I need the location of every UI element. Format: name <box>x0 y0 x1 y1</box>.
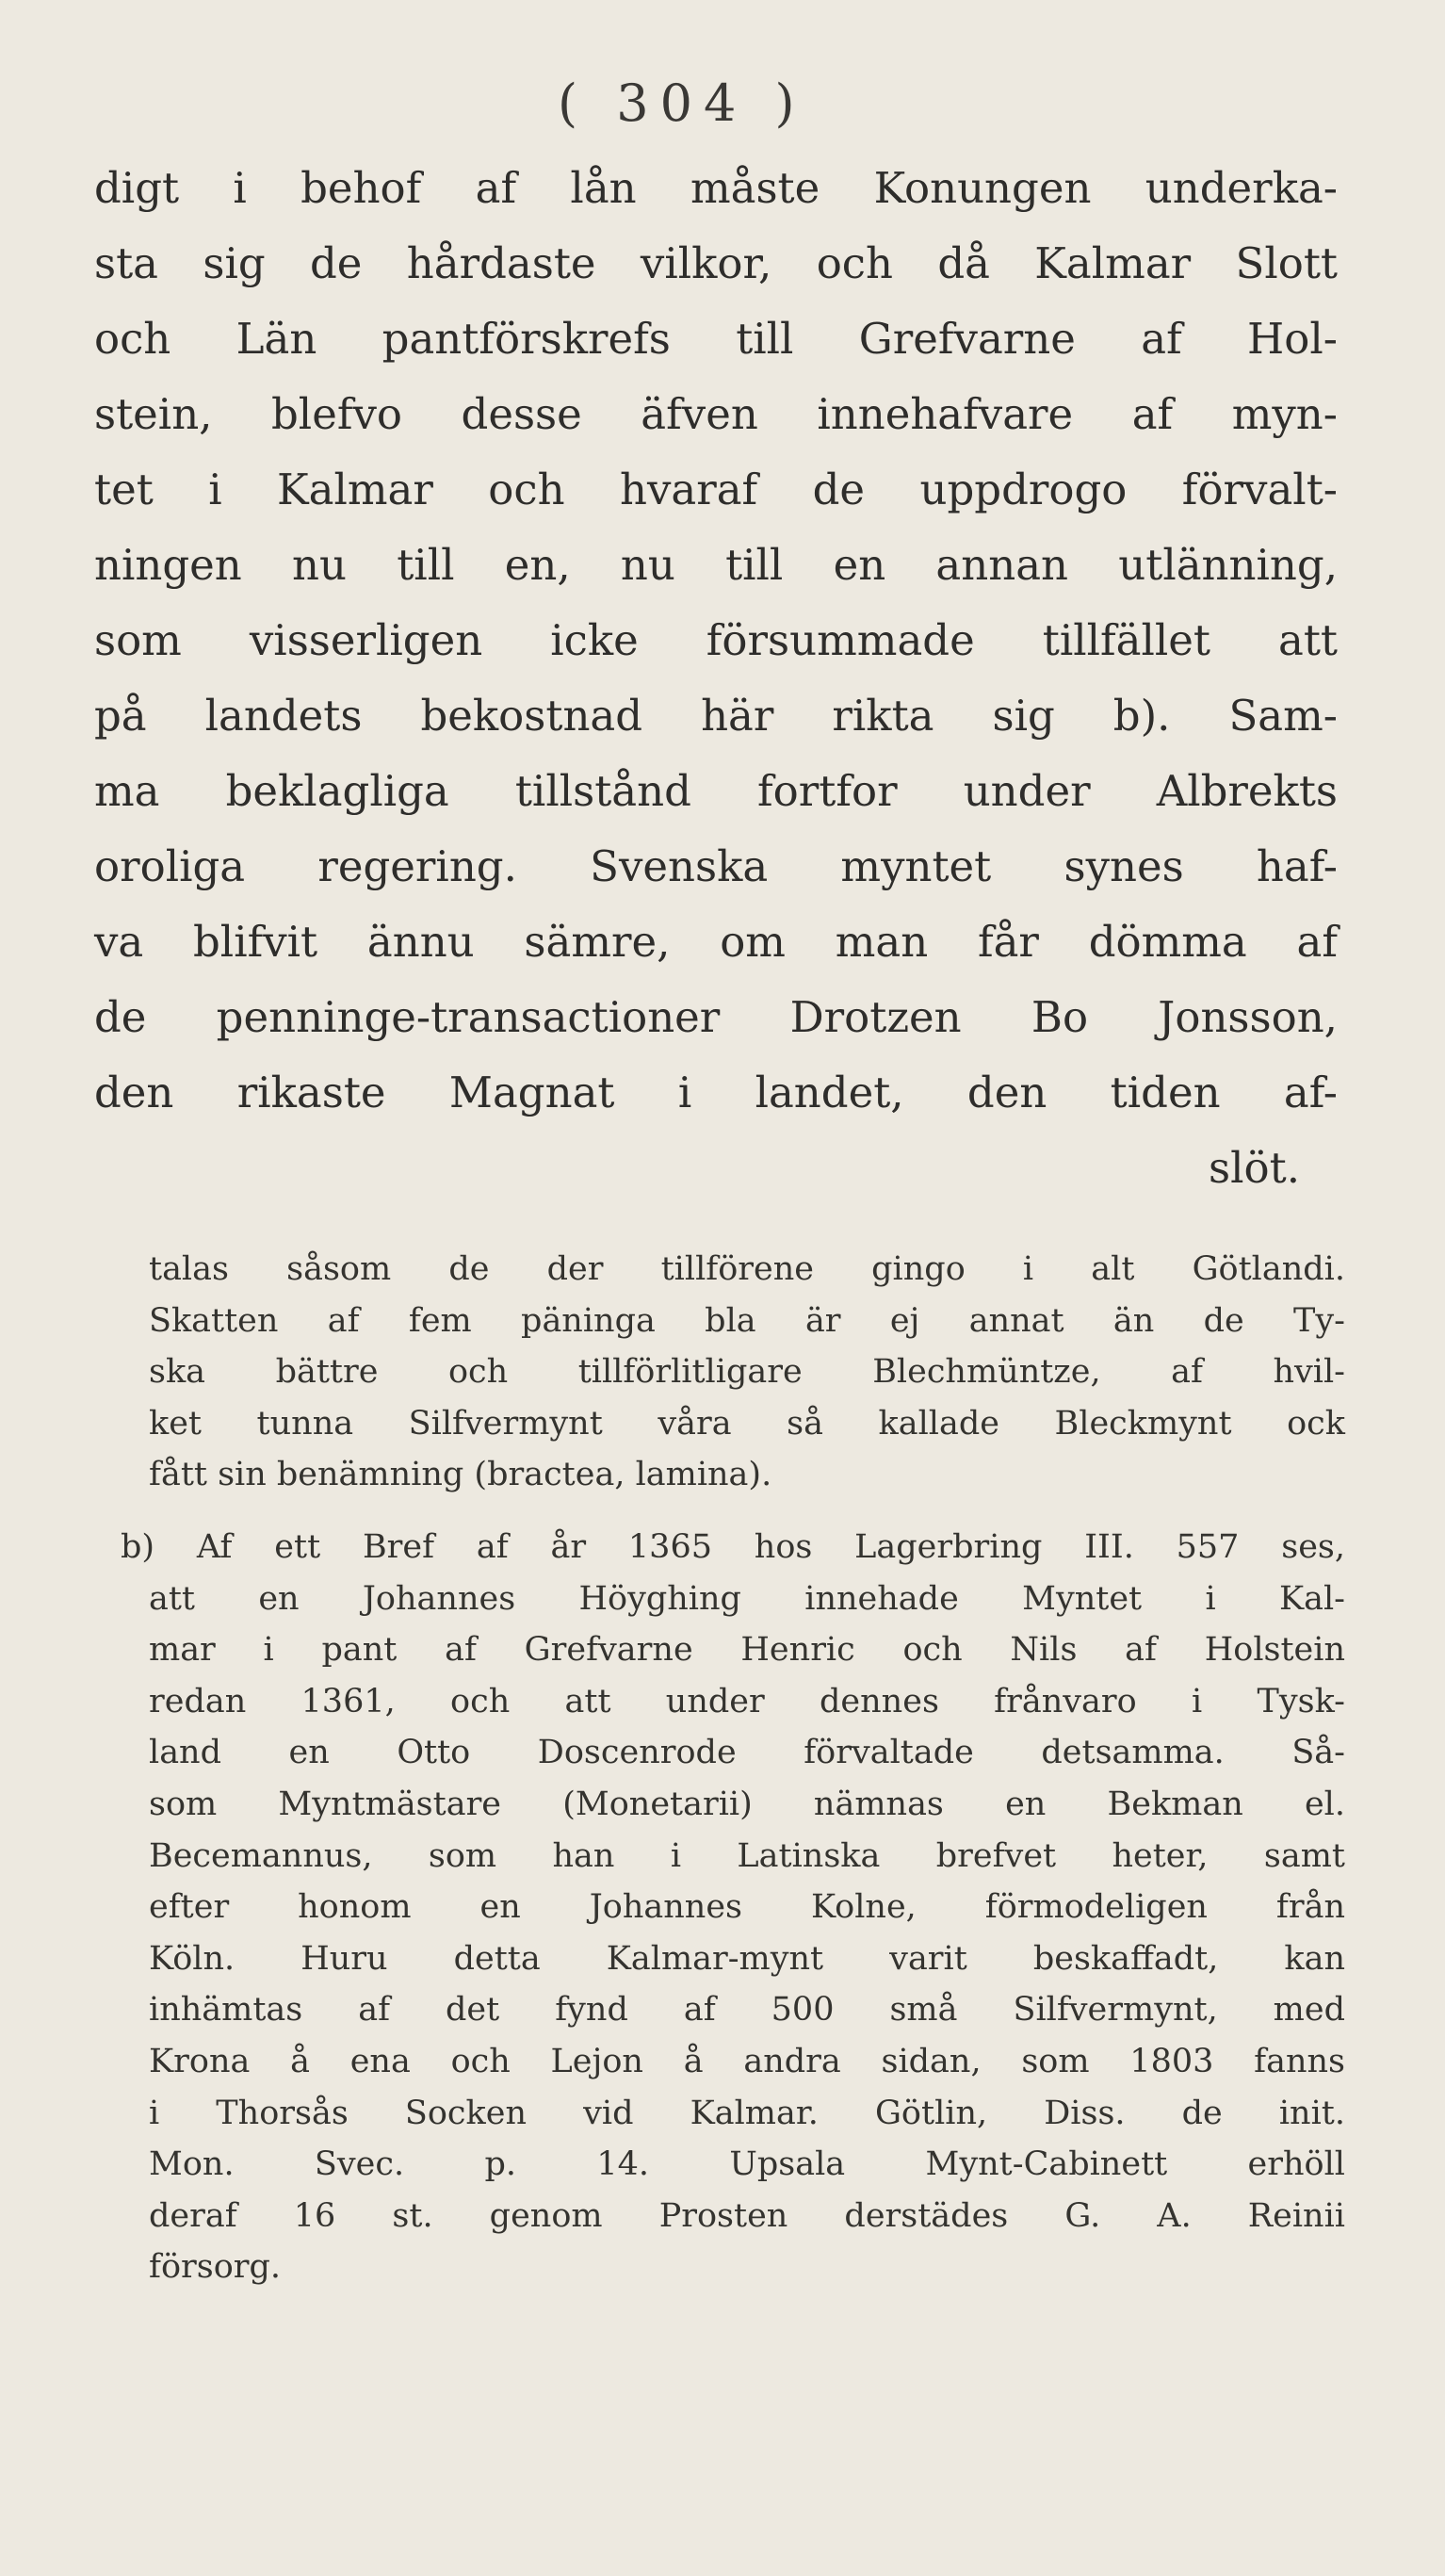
footnote-b-line: Becemannus, som han i Latinska brefvet heter, samt <box>149 1836 1345 1875</box>
footnote-b-line: i Thorsås Socken vid Kalmar. Götlin, Diss. de init. <box>149 2094 1345 2132</box>
main-line: va blifvit ännu sämre, om man får dömma af <box>94 917 1338 967</box>
footnote-b-line: land en Otto Doscenrode förvaltade detsamma. Så- <box>149 1734 1345 1772</box>
footnote-a-line: fått sin benämning (bractea, lamina). <box>149 1456 772 1494</box>
footnote-b-line: efter honom en Johannes Kolne, förmodeligen från <box>149 1888 1345 1927</box>
footnote-b-line: inhämtas af det fynd af 500 små Silfvermynt, med <box>149 1991 1345 2030</box>
footnote-a-line: talas såsom de der tillförene gingo i alt Götlandi. <box>149 1250 1345 1288</box>
main-line: sta sig de hårdaste vilkor, och då Kalmar Slott <box>94 238 1338 288</box>
footnote-a-line: Skatten af fem päninga bla är ej annat än de Ty- <box>149 1301 1345 1340</box>
page-number: ( 304 ) <box>558 73 806 133</box>
footnotes-block <box>121 1244 1345 2293</box>
main-line: de penninge-transactioner Drotzen Bo Jonsson, <box>94 992 1338 1042</box>
main-line: slöt. <box>1209 1143 1300 1193</box>
footnote-b-line: b) Af ett Bref af år 1365 hos Lagerbring III. 557 ses, <box>121 1527 1345 1566</box>
footnote-b-line: mar i pant af Grefvarne Henric och Nils af Holstein <box>149 1631 1345 1670</box>
main-line: stein, blefvo desse äfven innehafvare af myn- <box>94 389 1338 439</box>
footnote-b-line: redan 1361, och att under dennes frånvaro i Tysk- <box>149 1682 1345 1720</box>
footnote-b-line: försorg. <box>149 2248 282 2287</box>
main-line: ningen nu till en, nu till en annan utlänning, <box>94 540 1338 590</box>
main-line: oroliga regering. Svenska myntet synes haf- <box>94 841 1338 891</box>
footnote-b-line: som Myntmästare (Monetarii) nämnas en Bekman el. <box>149 1785 1345 1823</box>
footnote-b-line: Köln. Huru detta Kalmar-mynt varit beskaffadt, kan <box>149 1939 1345 1978</box>
main-line: på landets bekostnad här rikta sig b). Sam- <box>94 691 1338 741</box>
footnote-b-line: Mon. Svec. p. 14. Upsala Mynt-Cabinett erhöll <box>149 2145 1345 2184</box>
main-line: digt i behof af lån måste Konungen underka- <box>94 163 1338 213</box>
footnote-b-line: att en Johannes Höyghing innehade Myntet i Kal- <box>149 1579 1345 1618</box>
footnote-b-line: deraf 16 st. genom Prosten derstädes G. A. Reinii <box>149 2196 1345 2235</box>
main-line: tet i Kalmar och hvaraf de uppdrogo förvalt- <box>94 465 1338 514</box>
main-line: och Län pantförskrefs till Grefvarne af Hol- <box>94 314 1338 364</box>
main-line: ma beklagliga tillstånd fortfor under Albrekts <box>94 766 1338 816</box>
main-line: den rikaste Magnat i landet, den tiden af- <box>94 1068 1338 1117</box>
main-line: som visserligen icke försummade tillfället att <box>94 615 1338 665</box>
footnote-a-line: ska bättre och tillförlitligare Blechmüntze, af hvil- <box>149 1353 1345 1392</box>
footnote-b-line: Krona å ena och Lejon å andra sidan, som 1803 fanns <box>149 2042 1345 2080</box>
footnote-gap <box>121 1501 1345 1522</box>
main-text-block <box>94 151 1338 1206</box>
footnote-a-line: ket tunna Silfvermynt våra så kallade Bleckmynt ock <box>149 1404 1345 1443</box>
